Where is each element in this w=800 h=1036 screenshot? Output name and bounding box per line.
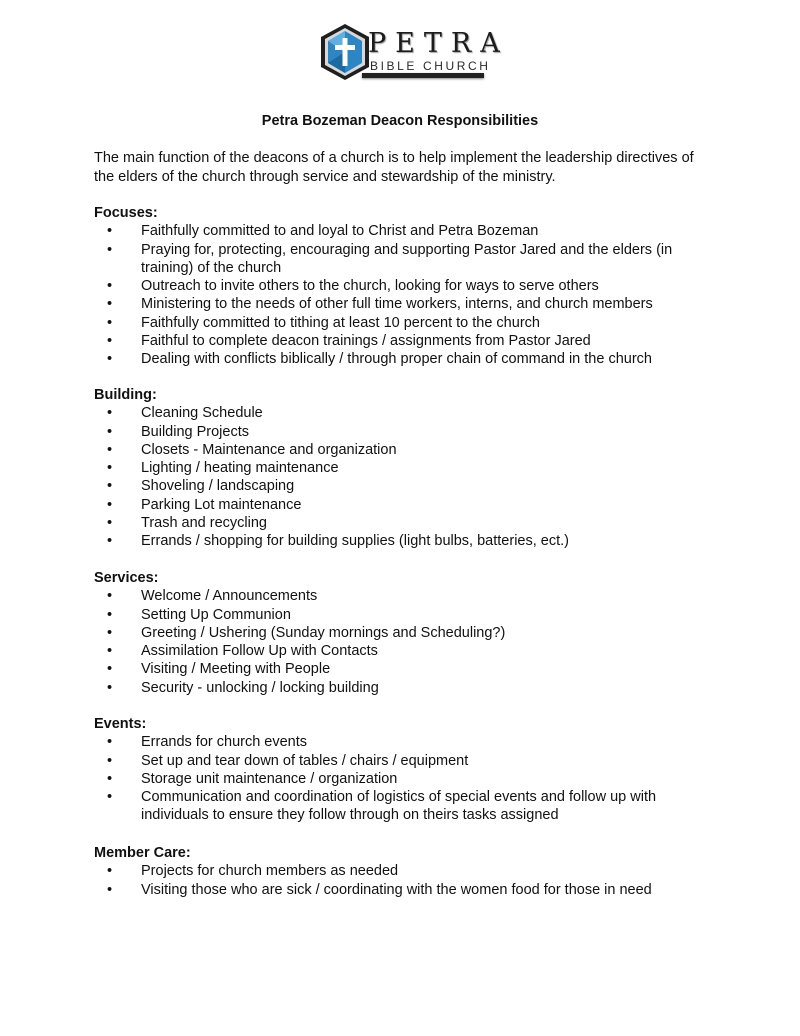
item-text: Storage unit maintenance / organization: [141, 770, 398, 787]
bullet: •: [107, 679, 113, 696]
bullet: •: [107, 661, 113, 678]
section-title: Services:: [94, 570, 159, 586]
list-item: [94, 532, 716, 550]
list-item: [94, 441, 716, 459]
bullet: •: [107, 770, 113, 787]
page-title: Petra Bozeman Deacon Responsibilities: [261, 113, 539, 129]
list-item: [94, 332, 716, 350]
bullet: •: [107, 333, 113, 350]
item-text: Set up and tear down of tables / chairs / equipment: [141, 752, 469, 769]
list-item: [94, 752, 716, 770]
bullet: •: [107, 752, 113, 769]
list-item: [94, 350, 716, 368]
list-item: [94, 862, 716, 880]
list-item: [94, 770, 716, 788]
logo-underline: [362, 73, 484, 78]
section-services: [94, 569, 734, 697]
item-text: Praying for, protecting, encouraging and supporting Pastor Jared and the elders (in training) of the church: [141, 241, 673, 276]
bullet: •: [107, 643, 113, 660]
item-text: Building Projects: [141, 423, 249, 440]
section-events: [94, 715, 734, 825]
item-text: Greeting / Ushering (Sunday mornings and Scheduling?): [141, 624, 506, 641]
section-focuses: [94, 204, 734, 369]
bullet: •: [107, 734, 113, 751]
item-text: Faithfully committed to tithing at least 10 percent to the church: [141, 314, 540, 331]
church-logo: [318, 22, 509, 84]
bullet: •: [107, 533, 113, 550]
bullet: •: [107, 863, 113, 880]
item-text: Outreach to invite others to the church, looking for ways to serve others: [141, 278, 599, 295]
bullet: •: [107, 496, 113, 513]
item-text: Parking Lot maintenance: [141, 496, 302, 513]
list-item: [94, 642, 716, 660]
bullet: •: [107, 351, 113, 368]
list-item: [94, 624, 716, 642]
item-text: Cleaning Schedule: [141, 405, 263, 422]
item-text: Communication and coordination of logistics of special events and follow up with individuals to ensure they follow through on theirs tasks assigned: [141, 789, 657, 824]
item-text: Closets - Maintenance and organization: [141, 441, 397, 458]
list-item: [94, 241, 716, 278]
logo-wordmark: PETRA: [368, 28, 509, 59]
item-text: Lighting / heating maintenance: [141, 460, 339, 477]
item-text: Trash and recycling: [141, 515, 267, 532]
list-item: [94, 733, 716, 751]
item-text: Errands / shopping for building supplies (light bulbs, batteries, ect.): [141, 533, 569, 550]
section-member-care: [94, 844, 734, 899]
item-text: Welcome / Announcements: [141, 588, 318, 605]
list-item: [94, 587, 716, 605]
list-item: [94, 881, 716, 899]
bullet: •: [107, 624, 113, 641]
bullet: •: [107, 296, 113, 313]
bullet: •: [107, 314, 113, 331]
bullet: •: [107, 460, 113, 477]
item-text: Security - unlocking / locking building: [141, 679, 379, 696]
bullet: •: [107, 278, 113, 295]
bullet: •: [107, 441, 113, 458]
section-title: Member Care:: [94, 845, 191, 861]
list-item: [94, 295, 716, 313]
list-item: [94, 277, 716, 295]
item-text: Shoveling / landscaping: [141, 478, 295, 495]
item-text: Assimilation Follow Up with Contacts: [141, 643, 378, 660]
bullet: •: [107, 241, 113, 258]
item-text: Faithful to complete deacon trainings / assignments from Pastor Jared: [141, 333, 591, 350]
logo-subtitle: BIBLE CHURCH: [370, 59, 491, 73]
list-item: [94, 660, 716, 678]
list-item: [94, 314, 716, 332]
list-item: [94, 477, 716, 495]
bullet: •: [107, 423, 113, 440]
bullet: •: [107, 588, 113, 605]
bullet: •: [107, 478, 113, 495]
section-building: [94, 386, 734, 551]
list-item: [94, 423, 716, 441]
list-item: [94, 606, 716, 624]
list-item: [94, 679, 716, 697]
section-title: Events:: [94, 716, 147, 732]
list-item: [94, 222, 716, 240]
item-text: Setting Up Communion: [141, 606, 291, 623]
intro-paragraph: The main function of the deacons of a church is to help implement the leadership directives of the elders of the church through service and stewardship of the ministry.: [94, 150, 694, 185]
bullet: •: [107, 789, 113, 806]
item-text: Ministering to the needs of other full time workers, interns, and church members: [141, 296, 653, 313]
bullet: •: [107, 606, 113, 623]
list-item: [94, 459, 716, 477]
section-title: Building:: [94, 387, 157, 403]
item-text: Visiting / Meeting with People: [141, 661, 331, 678]
item-text: Dealing with conflicts biblically / through proper chain of command in the church: [141, 351, 652, 368]
item-text: Errands for church events: [141, 734, 308, 751]
bullet: •: [107, 405, 113, 422]
item-text: Visiting those who are sick / coordinating with the women food for those in need: [141, 881, 652, 898]
bullet: •: [107, 223, 113, 240]
section-title: Focuses:: [94, 205, 158, 221]
list-item: [94, 514, 716, 532]
item-text: Faithfully committed to and loyal to Christ and Petra Bozeman: [141, 223, 539, 240]
bullet: •: [107, 881, 113, 898]
item-text: Projects for church members as needed: [141, 863, 399, 880]
list-item: [94, 404, 716, 422]
list-item: [94, 496, 716, 514]
bullet: •: [107, 515, 113, 532]
list-item: [94, 788, 716, 825]
